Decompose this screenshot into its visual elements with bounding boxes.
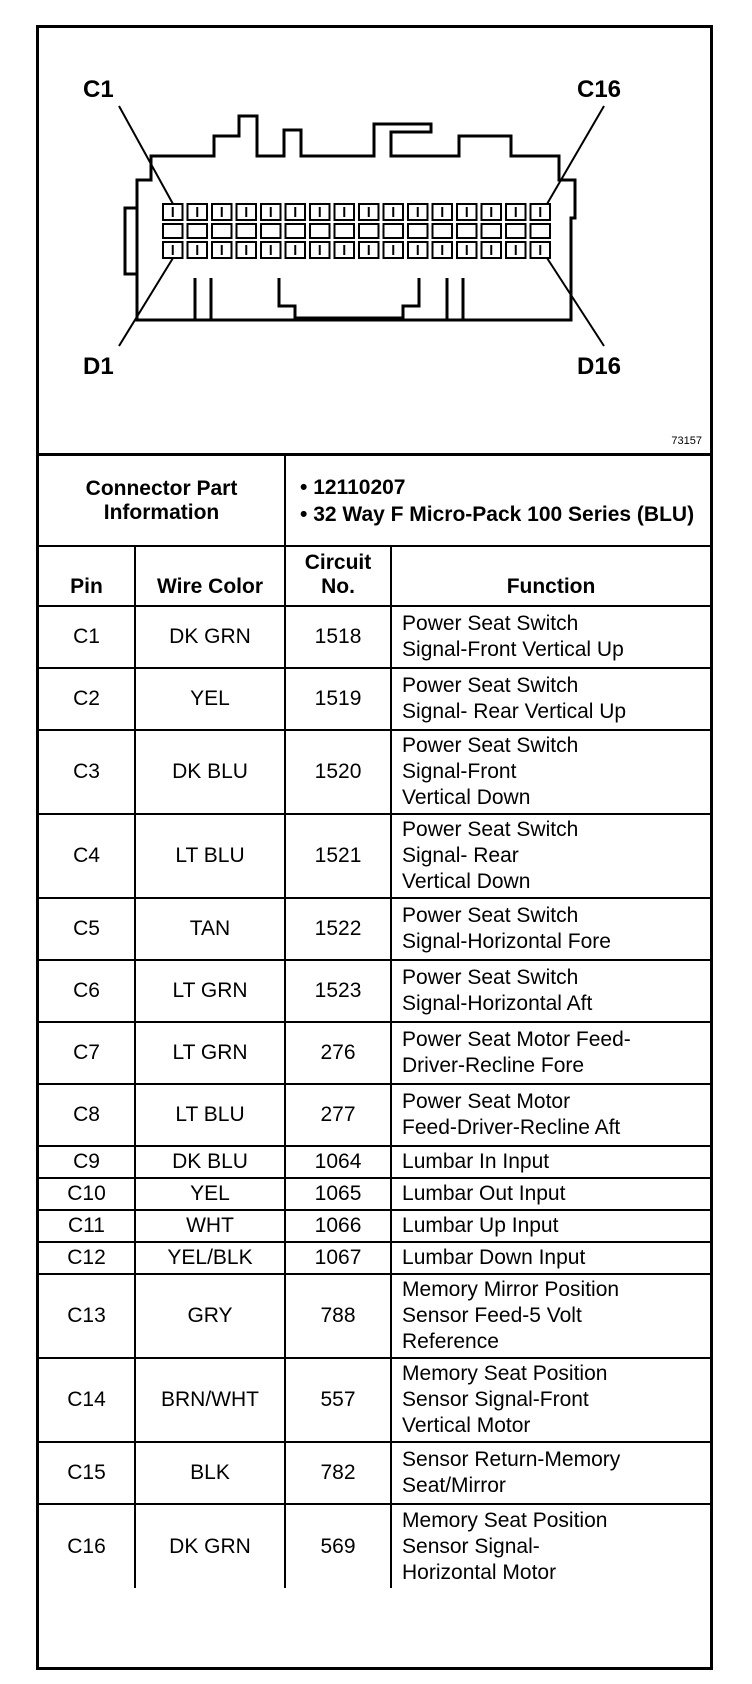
circuit-cell: 1518 [285, 606, 391, 668]
table-row [39, 1358, 710, 1442]
pin-label-c16: C16 [577, 76, 622, 103]
pin-cavity [335, 224, 355, 238]
wire-color-cell: DK GRN [135, 606, 285, 668]
pin-cell: C9 [39, 1146, 135, 1178]
function-line: Memory Mirror Position [402, 1278, 620, 1301]
wire-color-cell: DK BLU [135, 730, 285, 814]
pin-cavity [261, 224, 281, 238]
function-line: Signal-Front Vertical Up [402, 638, 624, 661]
pin-cell: C7 [39, 1022, 135, 1084]
function-line: Power Seat Switch [402, 904, 579, 927]
circuit-cell: 788 [285, 1274, 391, 1358]
pin-label-d1: D1 [83, 353, 114, 380]
pin-cell: C10 [39, 1178, 135, 1210]
wire-color-cell: BRN/WHT [135, 1358, 285, 1442]
part-info-label: Connector Part Information [39, 456, 285, 546]
table-row [39, 1242, 710, 1274]
function-line: Power Seat Switch [402, 674, 579, 697]
circuit-cell: 557 [285, 1358, 391, 1442]
function-cell [391, 1442, 710, 1504]
function-line: Signal-Horizontal Aft [402, 992, 593, 1015]
table-row [39, 606, 710, 668]
function-cell [391, 1274, 710, 1358]
table-row [39, 1178, 710, 1210]
table-header-row [39, 546, 710, 606]
pin-cavity [359, 224, 379, 238]
circuit-cell: 1065 [285, 1178, 391, 1210]
function-line: Signal- Rear Vertical Up [402, 700, 627, 723]
header-function: Function [391, 546, 710, 606]
part-number: • 12110207 [300, 474, 704, 501]
pin-cell: C15 [39, 1442, 135, 1504]
wire-color-cell: YEL [135, 668, 285, 730]
wire-color-cell: LT BLU [135, 1084, 285, 1146]
pin-cell: C2 [39, 668, 135, 730]
pin-cavity [286, 224, 306, 238]
function-line: Power Seat Motor Feed- [402, 1028, 631, 1051]
function-cell [391, 1084, 710, 1146]
wire-color-cell: TAN [135, 898, 285, 960]
function-cell [391, 960, 710, 1022]
function-line: Signal-Horizontal Fore [402, 930, 611, 953]
function-cell [391, 1504, 710, 1588]
pin-cell: C3 [39, 730, 135, 814]
function-line: Power Seat Switch [402, 818, 579, 841]
function-line: Lumbar Up Input [402, 1214, 559, 1237]
pin-cell: C4 [39, 814, 135, 898]
table-row [39, 898, 710, 960]
wire-color-cell: WHT [135, 1210, 285, 1242]
pin-cavity [212, 224, 232, 238]
pin-cell: C11 [39, 1210, 135, 1242]
pinout-table [39, 456, 710, 1588]
function-cell [391, 814, 710, 898]
function-cell [391, 1022, 710, 1084]
table-row [39, 814, 710, 898]
wire-color-cell: DK GRN [135, 1504, 285, 1588]
circuit-cell: 1522 [285, 898, 391, 960]
circuit-cell: 782 [285, 1442, 391, 1504]
wire-color-cell: YEL/BLK [135, 1242, 285, 1274]
pin-cell: C13 [39, 1274, 135, 1358]
pin-cavity [408, 224, 428, 238]
table-row [39, 1084, 710, 1146]
function-line: Sensor Return-Memory [402, 1448, 621, 1471]
function-line: Sensor Feed-5 Volt [402, 1304, 582, 1327]
wire-color-cell: YEL [135, 1178, 285, 1210]
function-line: Power Seat Motor [402, 1090, 571, 1113]
circuit-cell: 569 [285, 1504, 391, 1588]
header-circuit: Circuit No. [285, 546, 391, 606]
pin-cavity [457, 224, 477, 238]
function-line: Driver-Recline Fore [402, 1054, 585, 1077]
function-cell [391, 1358, 710, 1442]
table-row [39, 1146, 710, 1178]
connector-sheet [36, 25, 713, 1670]
function-cell [391, 1178, 710, 1210]
pin-cell: C12 [39, 1242, 135, 1274]
function-line: Power Seat Switch [402, 612, 579, 635]
table-row [39, 1274, 710, 1358]
circuit-cell: 1066 [285, 1210, 391, 1242]
pin-cavity [506, 224, 526, 238]
wire-color-cell: DK BLU [135, 1146, 285, 1178]
table-row [39, 668, 710, 730]
function-line: Lumbar In Input [402, 1150, 550, 1173]
header-wire-color: Wire Color [135, 546, 285, 606]
pin-cell: C16 [39, 1504, 135, 1588]
wire-color-cell: LT GRN [135, 1022, 285, 1084]
pin-label-d16: D16 [577, 353, 622, 380]
wire-color-cell: BLK [135, 1442, 285, 1504]
function-line: Vertical Down [402, 786, 531, 809]
function-cell [391, 730, 710, 814]
function-line: Reference [402, 1330, 499, 1353]
wire-color-cell: LT GRN [135, 960, 285, 1022]
pin-cell: C5 [39, 898, 135, 960]
circuit-cell: 1064 [285, 1146, 391, 1178]
table-row [39, 1442, 710, 1504]
pin-label-c1: C1 [83, 76, 114, 103]
table-row [39, 1504, 710, 1588]
wire-color-cell: LT BLU [135, 814, 285, 898]
circuit-cell: 276 [285, 1022, 391, 1084]
header-pin: Pin [39, 546, 135, 606]
function-cell [391, 668, 710, 730]
function-line: Signal-Front [402, 760, 517, 783]
function-cell [391, 606, 710, 668]
pin-cell: C8 [39, 1084, 135, 1146]
connector-diagram [39, 28, 710, 456]
table-row [39, 1210, 710, 1242]
circuit-cell: 277 [285, 1084, 391, 1146]
circuit-cell: 1523 [285, 960, 391, 1022]
function-line: Feed-Driver-Recline Aft [402, 1116, 621, 1139]
table-row [39, 730, 710, 814]
pin-cavity [310, 224, 330, 238]
function-line: Lumbar Down Input [402, 1246, 586, 1269]
pin-cavity [237, 224, 257, 238]
table-row [39, 1022, 710, 1084]
table-row [39, 960, 710, 1022]
pin-cell: C6 [39, 960, 135, 1022]
part-info-list [285, 456, 710, 546]
function-cell [391, 1242, 710, 1274]
pin-cavity [482, 224, 502, 238]
circuit-cell: 1521 [285, 814, 391, 898]
pin-cavity [188, 224, 208, 238]
pin-cavity [384, 224, 404, 238]
pin-cell: C1 [39, 606, 135, 668]
circuit-cell: 1067 [285, 1242, 391, 1274]
function-cell [391, 1146, 710, 1178]
pin-cavity [531, 224, 551, 238]
function-line: Seat/Mirror [402, 1474, 506, 1497]
function-line: Power Seat Switch [402, 966, 579, 989]
figure-id: 73157 [671, 435, 702, 447]
function-cell [391, 898, 710, 960]
function-line: Signal- Rear [402, 844, 519, 867]
function-line: Vertical Motor [402, 1414, 531, 1437]
function-line: Horizontal Motor [402, 1560, 557, 1584]
function-line: Memory Seat Position [402, 1362, 608, 1385]
function-cell [391, 1210, 710, 1242]
function-line: Memory Seat Position [402, 1508, 608, 1532]
part-description: • 32 Way F Micro-Pack 100 Series (BLU) [300, 501, 704, 528]
wire-color-cell: GRY [135, 1274, 285, 1358]
pin-cavity [163, 224, 183, 238]
circuit-cell: 1519 [285, 668, 391, 730]
function-line: Lumbar Out Input [402, 1182, 566, 1205]
circuit-cell: 1520 [285, 730, 391, 814]
function-line: Power Seat Switch [402, 734, 579, 757]
pin-cavity [433, 224, 453, 238]
part-info-row [39, 456, 710, 546]
function-line: Vertical Down [402, 870, 531, 893]
function-line: Sensor Signal- [402, 1534, 540, 1558]
function-line: Sensor Signal-Front [402, 1388, 589, 1411]
pin-cell: C14 [39, 1358, 135, 1442]
